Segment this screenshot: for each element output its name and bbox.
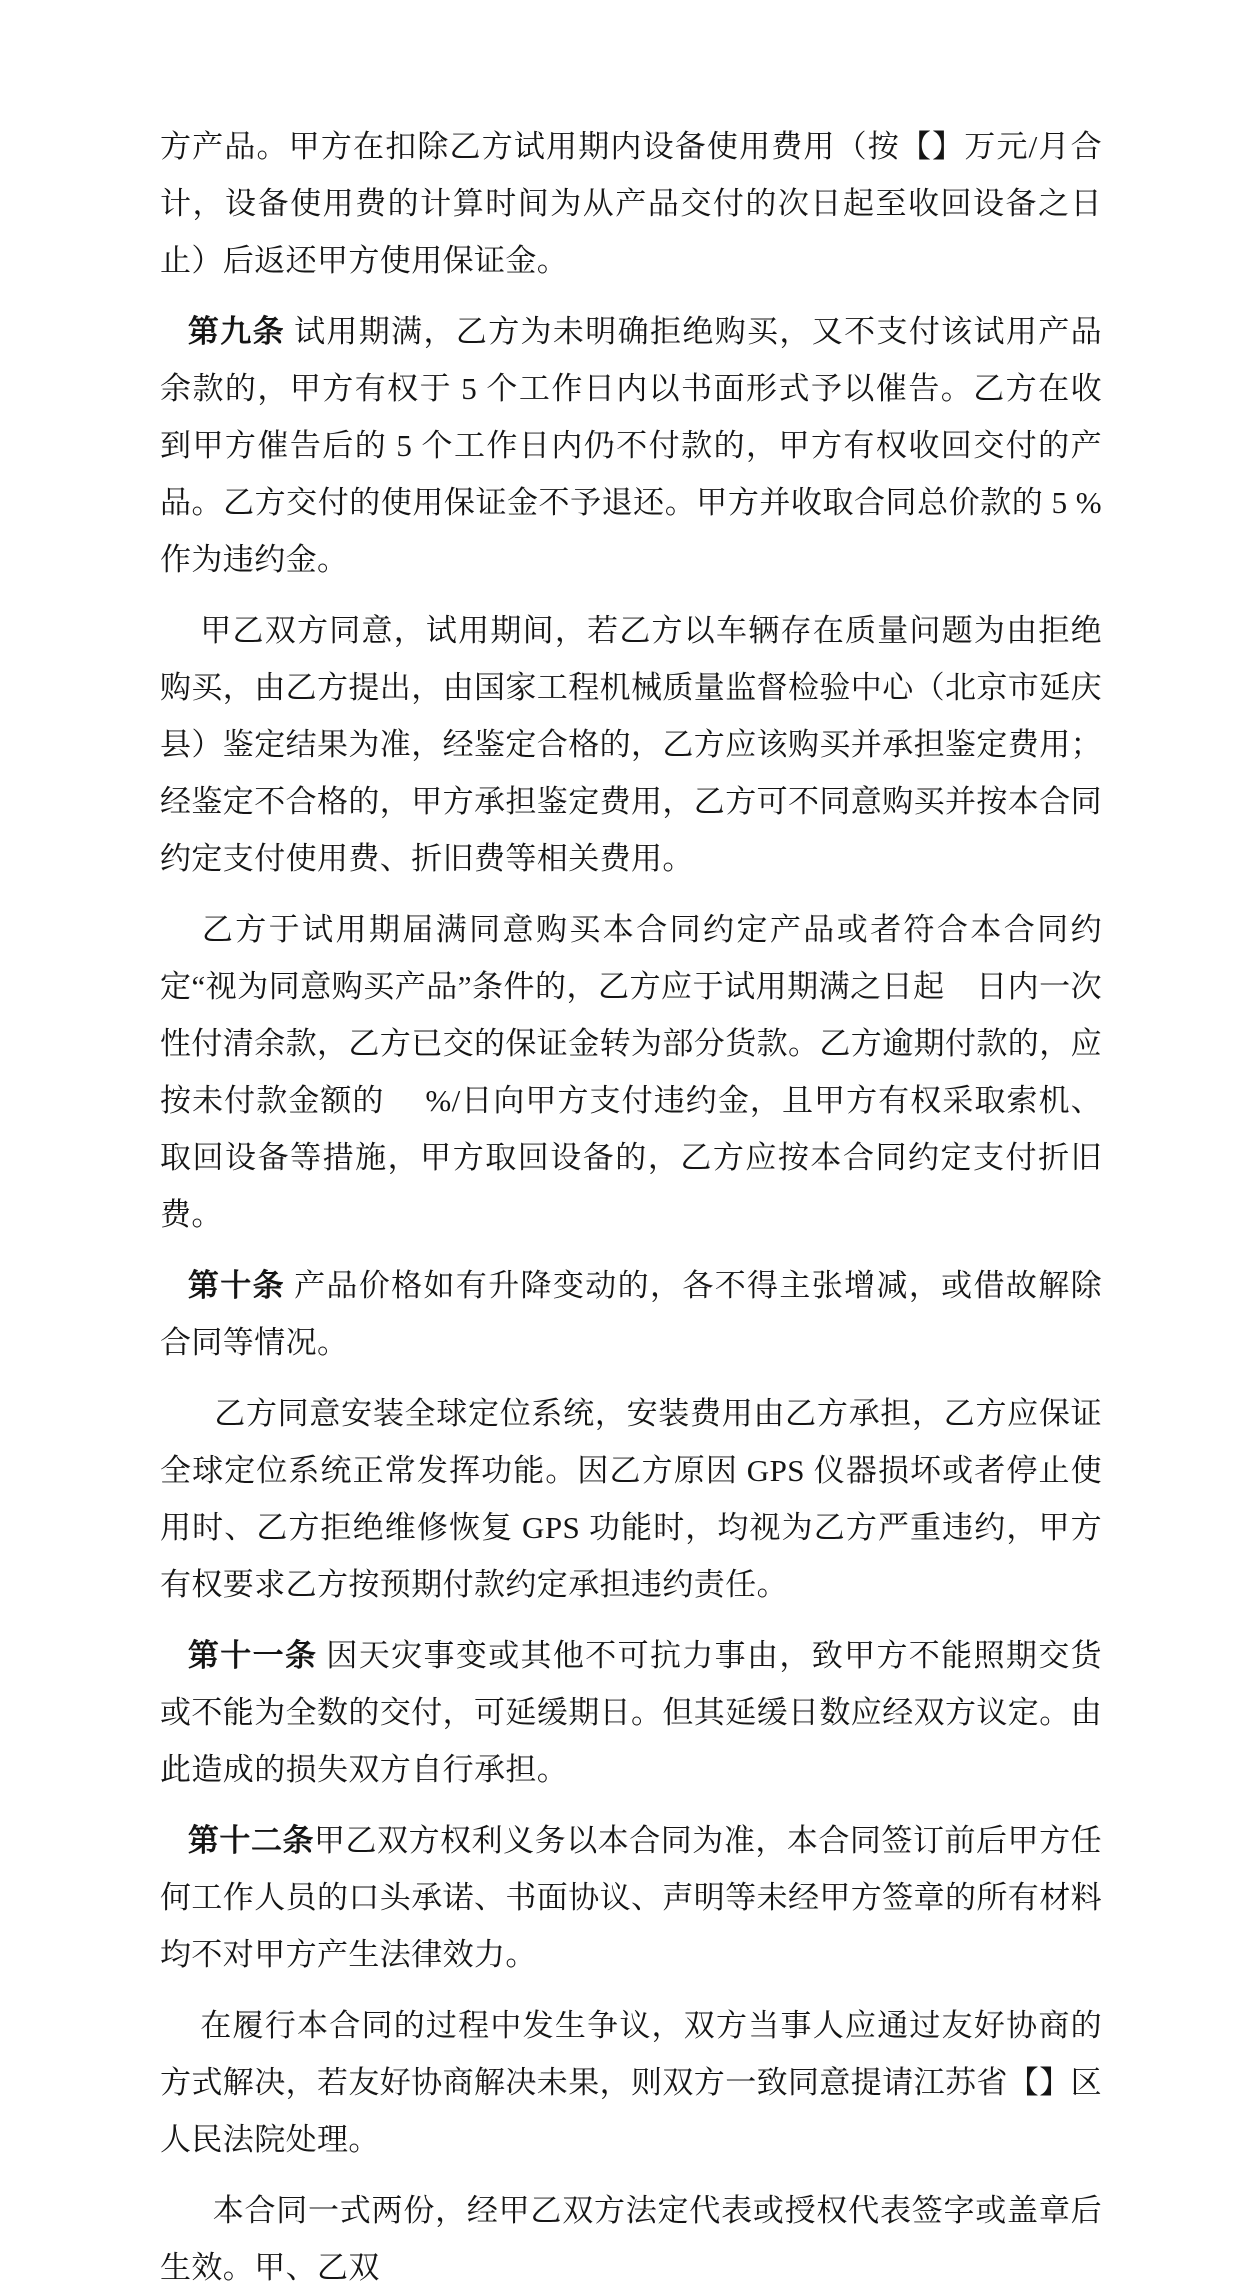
document-body (160, 118, 1102, 2296)
text-run: 因天灾事变或其他不可抗力事由，致甲方不能照期交货或不能为全数的交付，可延缓期日。但其延缓日数应经双方议定。由此造成的损失双方自行承担。 (160, 1638, 1102, 1787)
paragraph-6 (160, 1385, 1102, 1613)
text-run: 甲乙双方同意，试用期间，若乙方以车辆存在质量问题为由拒绝购买，由乙方提出，由国家工程机械质量监督检验中心（北京市延庆县）鉴定结果为准，经鉴定合格的，乙方应该购买并承担鉴定费用；经鉴定不合格的，甲方承担鉴定费用，乙方可不同意购买并按本合同约定支付使用费、折旧费等相关费用。 (160, 613, 1102, 876)
paragraph-2 (160, 303, 1102, 588)
article-label: 第十条 (187, 1268, 285, 1303)
paragraph-7 (160, 1627, 1102, 1798)
paragraph-9 (160, 1997, 1102, 2168)
article-label: 第九条 (187, 314, 285, 349)
text-run: 本合同一式两份，经甲乙双方法定代表或授权代表签字或盖章后生效。甲、乙双 (160, 2193, 1102, 2285)
text-run: 甲乙双方权利义务以本合同为准，本合同签订前后甲方任何工作人员的口头承诺、书面协议、声明等未经甲方签章的所有材料均不对甲方产生法律效力。 (160, 1823, 1102, 1972)
text-run: 乙方于试用期届满同意购买本合同约定产品或者符合本合同约定“视为同意购买产品”条件的，乙方应于试用期满之日起 日内一次性付清余款，乙方已交的保证金转为部分货款。乙方逾期付款的，应按未付款金额的 %/日向甲方支付违约金，且甲方有权采取索机、取回设备等措施，甲方取回设备的，乙方应按本合同约定支付折旧费。 (160, 912, 1102, 1232)
paragraph-8 (160, 1812, 1102, 1983)
text-run: 方产品。甲方在扣除乙方试用期内设备使用费用（按【】万元/月合计，设备使用费的计算时间为从产品交付的次日起至收回设备之日止）后返还甲方使用保证金。 (160, 129, 1102, 278)
paragraph-1 (160, 118, 1102, 289)
paragraph-4 (160, 901, 1102, 1243)
article-label: 第十一条 (187, 1638, 318, 1673)
paragraph-10 (160, 2182, 1102, 2296)
text-run: 乙方同意安装全球定位系统，安装费用由乙方承担，乙方应保证全球定位系统正常发挥功能。因乙方原因 GPS 仪器损坏或者停止使用时、乙方拒绝维修恢复 GPS 功能时，均视为乙方严重违约，甲方有权要求乙方按预期付款约定承担违约责任。 (160, 1396, 1102, 1602)
text-run: 产品价格如有升降变动的，各不得主张增减，或借故解除合同等情况。 (160, 1268, 1102, 1360)
article-label: 第十二条 (187, 1823, 314, 1858)
text-run: 试用期满，乙方为未明确拒绝购买，又不支付该试用产品余款的，甲方有权于 5 个工作日内以书面形式予以催告。乙方在收到甲方催告后的 5 个工作日内仍不付款的，甲方有权收回交付的产品。乙方交付的使用保证金不予退还。甲方并收取合同总价款的 5 %作为违约金。 (160, 314, 1102, 577)
paragraph-3 (160, 602, 1102, 887)
text-run: 在履行本合同的过程中发生争议，双方当事人应通过友好协商的方式解决，若友好协商解决未果，则双方一致同意提请江苏省【】区人民法院处理。 (160, 2008, 1102, 2157)
paragraph-5 (160, 1257, 1102, 1371)
